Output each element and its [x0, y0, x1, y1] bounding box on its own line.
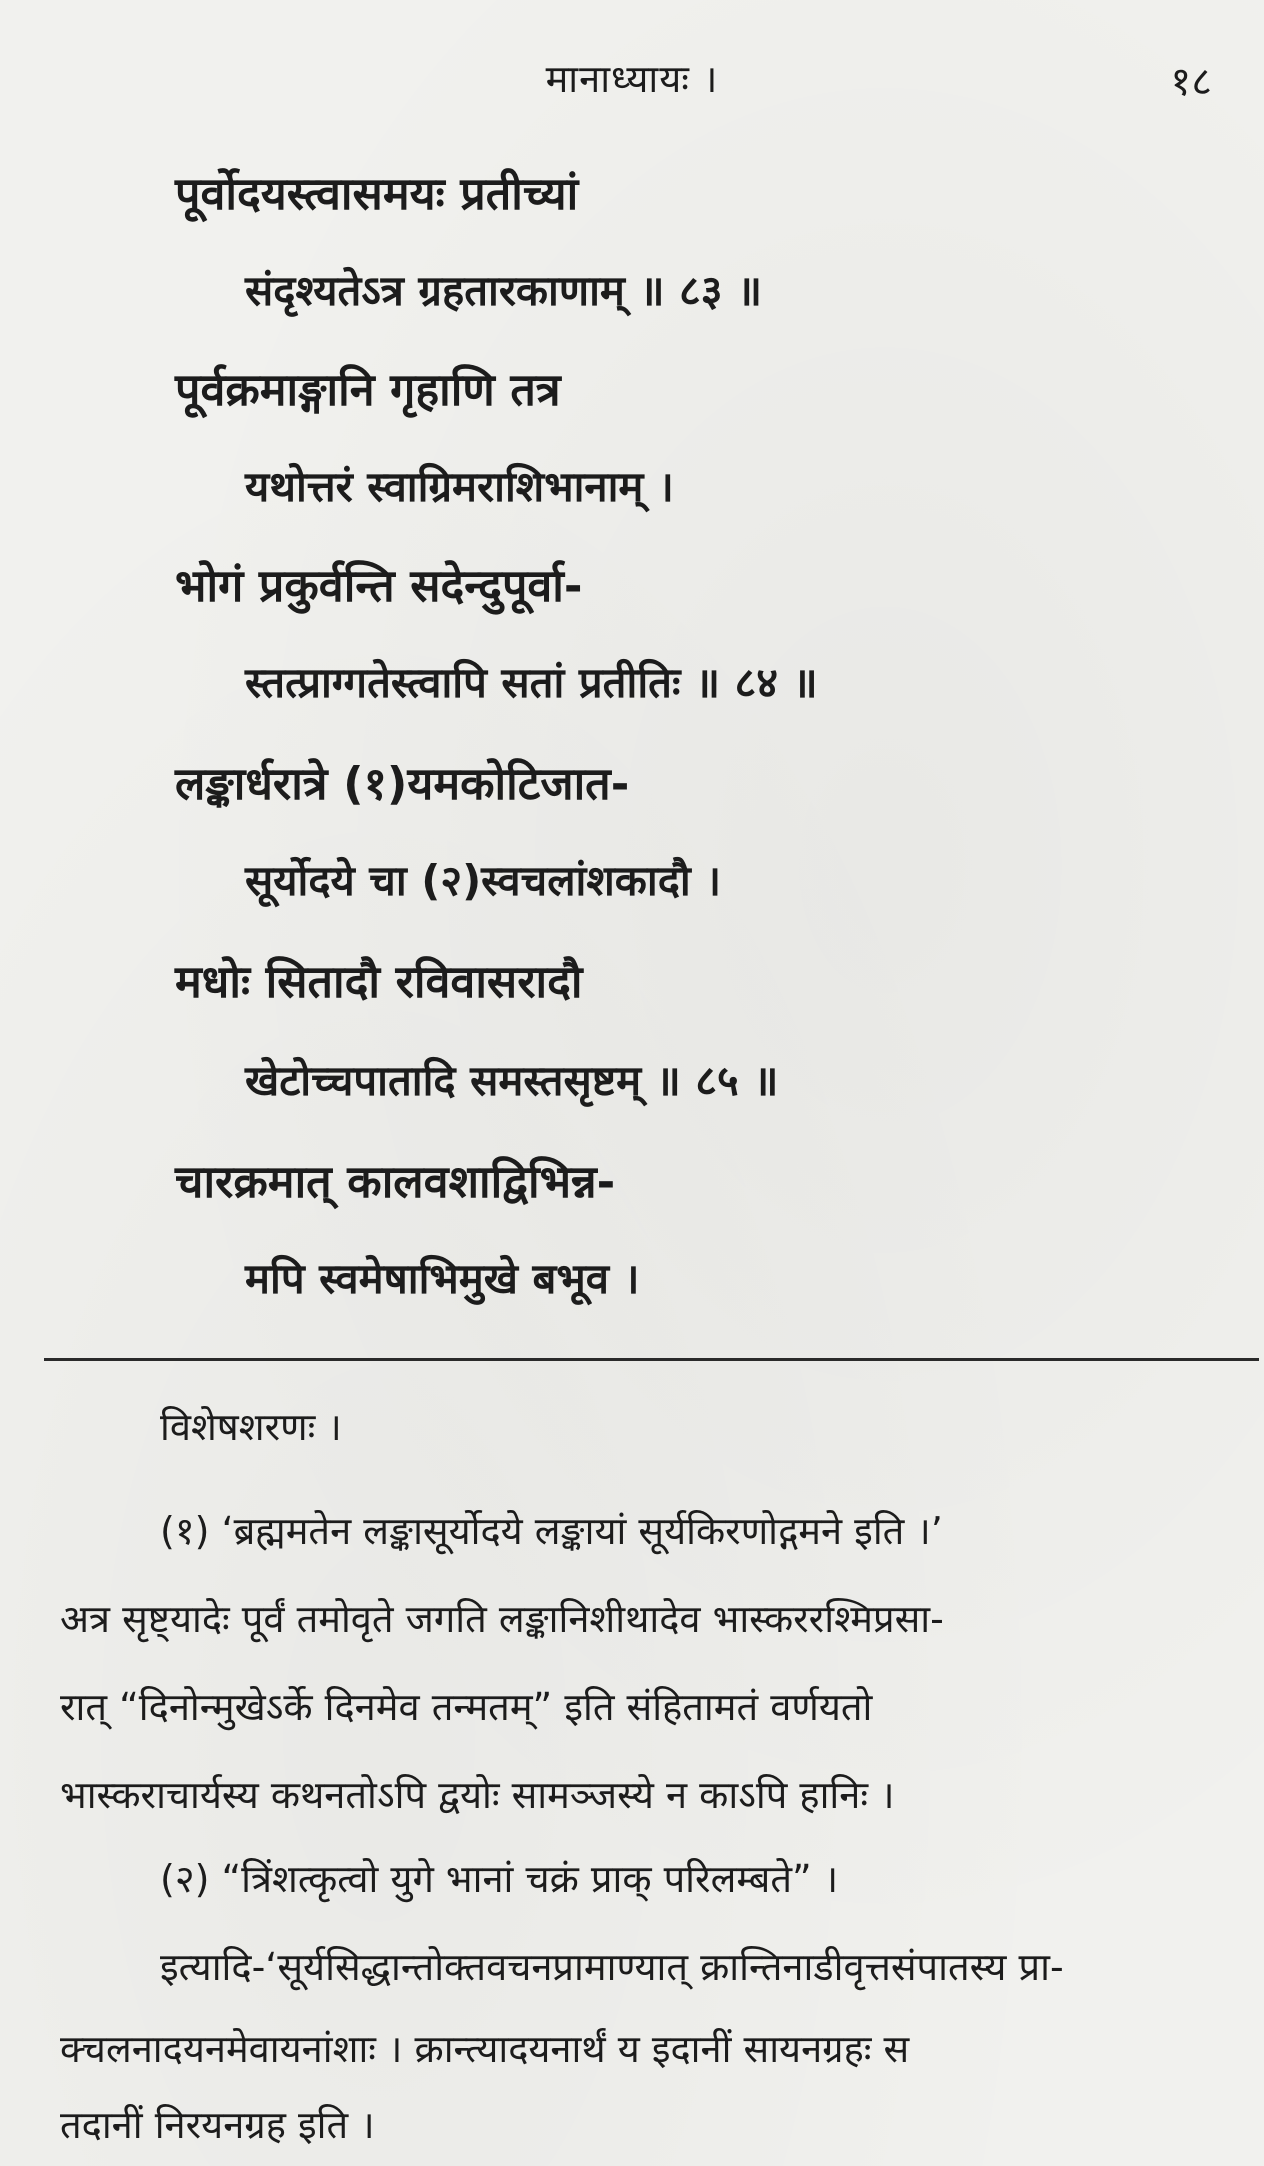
verse-line: खेटोच्चपातादि समस्तसृष्टम् ॥ ८५ ॥	[245, 1056, 779, 1105]
verse-line: लङ्कार्धरात्रे (१)यमकोटिजात-	[175, 757, 630, 810]
verse-line: चारक्रमात् कालवशाद्विभिन्न-	[175, 1155, 616, 1208]
footnote-line: तदानीं निरयनग्रह इति ।	[60, 2103, 375, 2147]
page-number: १८	[1170, 59, 1212, 105]
footnote-line: रात् “दिनोन्मुखेऽर्के दिनमेव तन्मतम्” इति संहितामतं वर्णयतो	[60, 1685, 873, 1729]
chapter-title: मानाध्यायः ।	[545, 57, 719, 101]
footnote-line: क्चलनादयनमेवायनांशाः । क्रान्त्यादयनार्थं य इदानीं सायनग्रहः स	[60, 2027, 910, 2071]
verse-line: पूर्वोदयस्त्वासमयः प्रतीच्यां	[175, 167, 579, 220]
footnote-line: (२) “त्रिंशत्कृत्वो युगे भानां चक्रं प्राक् परिलम्बते” ।	[160, 1857, 839, 1901]
verse-line: संदृश्यतेऽत्र ग्रहतारकाणाम् ॥ ८३ ॥	[245, 266, 763, 315]
verse-line: मपि स्वमेषाभिमुखे बभूव ।	[245, 1254, 640, 1303]
footnote-line: (१) ‘ब्रह्ममतेन लङ्कासूर्योदये लङ्कायां सूर्यकिरणोद्गमने इति ।’	[160, 1509, 943, 1553]
footnote-heading: विशेषशरणः ।	[160, 1405, 342, 1449]
footnote-line: इत्यादि-‘सूर्यसिद्धान्तोक्तवचनप्रामाण्यात् क्रान्तिनाडीवृत्तसंपातस्य प्रा-	[160, 1945, 1064, 1989]
verse-line: यथोत्तरं स्वाग्रिमराशिभानाम् ।	[245, 462, 674, 511]
verse-line: भोगं प्रकुर्वन्ति सदेन्दुपूर्वा-	[175, 559, 583, 612]
verse-line: स्तत्प्राग्गतेस्त्वापि सतां प्रतीतिः ॥ ८४ ॥	[245, 658, 818, 707]
footnote-line: अत्र सृष्ट्यादेः पूर्वं तमोवृते जगति लङ्कानिशीथादेव भास्कररश्मिप्रसा-	[60, 1597, 944, 1641]
verse-line: मधोः सितादौ रविवासरादौ	[175, 955, 583, 1008]
verse-line: पूर्वक्रमाङ्गानि गृहाणि तत्र	[175, 363, 561, 416]
footnote-line: भास्कराचार्यस्य कथनतोऽपि द्वयोः सामञ्जस्ये न काऽपि हानिः ।	[60, 1773, 895, 1817]
footnote-divider	[44, 1358, 1259, 1361]
verse-line: सूर्योदये चा (२)स्वचलांशकादौ ।	[245, 856, 722, 905]
